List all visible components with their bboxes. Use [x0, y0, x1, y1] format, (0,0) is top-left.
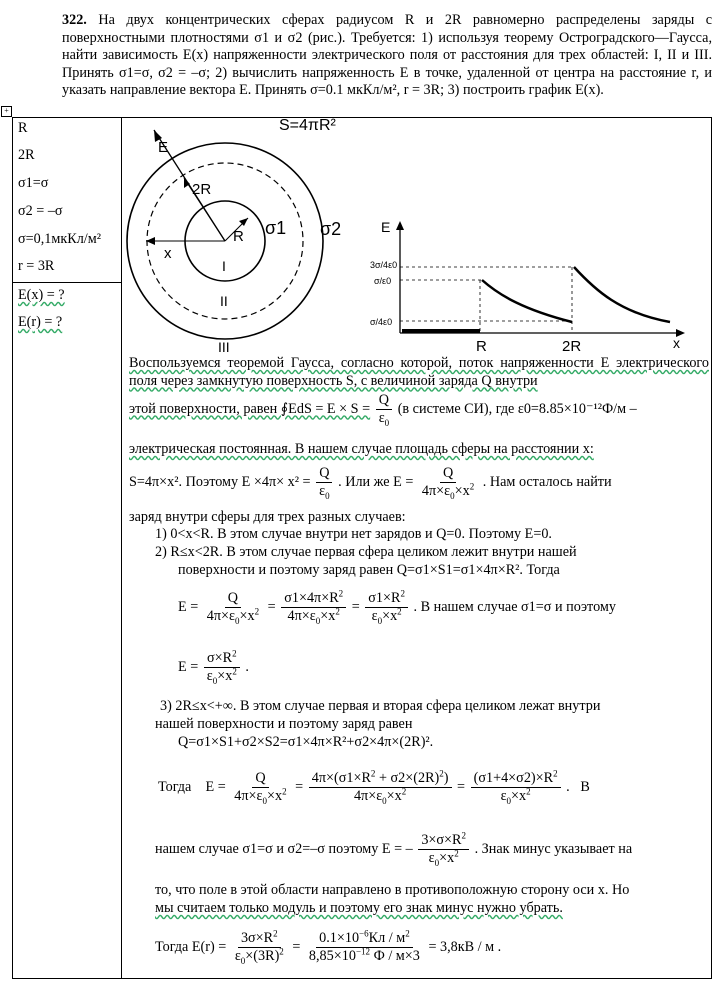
curve-region-II	[482, 280, 572, 322]
tick-se0: σ/ε0	[374, 276, 392, 286]
given-r: r = 3R	[18, 258, 55, 274]
case-3b: нашей поверхности и поэтому заряд равен	[155, 716, 413, 732]
label-sigma2: σ2	[320, 219, 342, 239]
label-region-III: III	[218, 339, 230, 355]
problem-number: 322.	[62, 12, 87, 28]
case-3a: 3) 2R≤x<+∞. В этом случае первая и вторая сфера целиком лежат внутри	[160, 698, 601, 714]
case-2-formula: E = $\frac{Q}{4\pi\times\varepsilon_0\times x^2}$ = $\frac{\sigma 1\times 4\pi\times R^2}{4\pi\times\varepsilon_0\times x^2}$ = $\frac{\sigma 1\times R^2}{\varepsilon_0\times x^2}$ . В нашем случае σ1=σ и поэтому	[178, 588, 616, 626]
move-anchor-icon[interactable]: +	[1, 106, 12, 117]
case-2a: 2) R≤x<2R. В этом случае первая сфера целиком лежит внутри нашей	[155, 544, 577, 560]
tick-R: R	[476, 338, 487, 355]
solution-p3: электрическая постоянная. В нашем случае площадь сферы на расстоянии x:	[129, 441, 594, 457]
tick-s4e0: σ/4ε0	[370, 317, 393, 327]
case-3i: мы считаем только модуль и поэтому его знак минус нужно убрать.	[155, 900, 563, 916]
tick-3s4e0: 3σ/4ε0	[370, 260, 398, 270]
given-R: R	[18, 120, 28, 136]
spheres-figure	[122, 118, 367, 358]
case-2b: поверхности и поэтому заряд равен Q=σ1×S1=σ1×4π×R². Тогда	[178, 562, 560, 578]
label-E: E	[158, 139, 169, 156]
find-Ex: E(x) = ?	[18, 287, 65, 303]
label-region-I: I	[222, 258, 226, 274]
tick-2R: 2R	[562, 338, 582, 355]
curve-region-III	[574, 267, 670, 322]
label-2R: 2R	[192, 181, 212, 198]
problem-statement	[62, 12, 712, 100]
given-sigma1: σ1=σ	[18, 175, 49, 191]
case-1: 1) 0<x<R. В этом случае внутри нет зарядов и Q=0. Поэтому E=0.	[155, 526, 552, 542]
solution-p2: этой поверхности, равен ∮EdS = E × S = $\frac{Q}{\varepsilon_0}$ (в системе СИ), где ε0=8.85×10⁻¹²Ф/м –	[129, 392, 637, 428]
label-sigma1: σ1	[265, 218, 287, 238]
label-R: R	[233, 228, 244, 245]
case-2-result: E = $\frac{\sigma\times R^2}{\varepsilon_0\times x^2}$ .	[178, 648, 249, 686]
case-3c: Q=σ1×S1+σ2×S2=σ1×4π×R²+σ2×4π×(2R)².	[178, 734, 434, 750]
problem-text: На двух концентрических сферах радиусом R и 2R равномерно распределены заряды с поверхностными плотностями σ1 и σ2 (рис.). Требуется: 1) используя теорему Остроградского—Гаусса, найти зависимость E(x) напряженности электрического поля от расстояния для трех областей: I, II и III. Принять σ1=σ, σ2 = –σ; 2) вычислить напряженность E в точке, удаленной от центра на расстояние r, и указать направление вектора E. Принять σ=0.1 мкКл/м², r = 3R; 3) построить график E(x).	[62, 12, 713, 98]
given-sigma: σ=0,1мкКл/м²	[18, 231, 101, 247]
solution-p1: Воспользуемся теоремой Гаусса, согласно которой, поток напряженности E электрического поля через замкнутую поверхность S, с величиной заряда Q внутри	[129, 355, 709, 389]
graph-Ex	[360, 218, 690, 358]
given-2R: 2R	[18, 147, 35, 163]
solution-p5: заряд внутри сферы для трех разных случаев:	[129, 509, 406, 525]
label-region-II: II	[220, 293, 228, 309]
case-3-formula: Тогда E = $\frac{Q}{4\pi\times\varepsilon_0\times x^2}$ = $\frac{4\pi\times(\sigma 1\times R^2 + \sigma 2\times(2R)^2)}{4\pi\times\varepsilon_0\times x^2}$ = $\frac{(\sigma 1+4\times\sigma 2)\times R^2}{\varepsilon_0\times x^2}$ . В	[158, 768, 590, 806]
axis-E-label: E	[381, 219, 391, 235]
find-Er: E(r) = ?	[18, 314, 63, 330]
label-x: x	[164, 245, 172, 262]
sphere-area-formula: S=4πR²	[279, 117, 336, 134]
axis-x-label: x	[673, 335, 680, 351]
final-answer: Тогда E(r) = $\frac{3\sigma\times R^2}{\varepsilon_0\times(3R)^2}$ = $\frac{0.1\times 10^{-6}Кл / м^2}{8,85\times 10^{-12} Ф / м\times 3}$ = 3,8кВ / м .	[155, 928, 502, 966]
case-3h: то, что поле в этой области направлено в противоположную сторону оси x. Но	[155, 882, 630, 898]
case-3-minus: нашем случае σ1=σ и σ2=–σ поэтому E = – $\frac{3\times\sigma\times R^2}{\varepsilon_0\times x^2}$ . Знак минус указывает на	[155, 830, 633, 868]
given-sigma2: σ2 = –σ	[18, 203, 63, 219]
solution-p4: S=4π×x². Поэтому E ×4π× x² = $\frac{Q}{\varepsilon_0}$ . Или же E = $\frac{Q}{4\pi\times\varepsilon_0\times x^2}$ . Нам осталось найти	[129, 465, 612, 501]
